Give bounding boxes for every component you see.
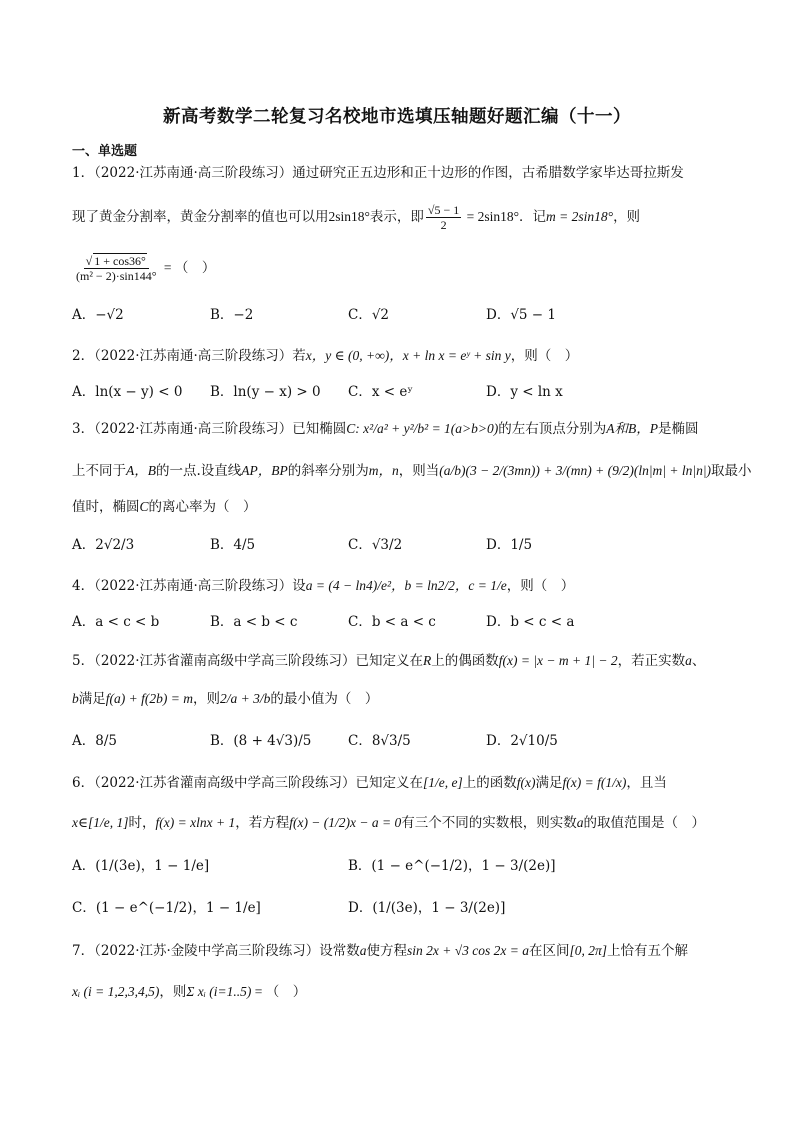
question-7-line-2: xᵢ (i = 1,2,3,4,5)，则Σ xᵢ (i=1..5) = （ ） [72, 984, 307, 1000]
question-1-line-3 [72, 254, 215, 283]
q3-option-a: A．2√2/3 [72, 537, 135, 553]
page-title: 新高考数学二轮复习名校地市选填压轴题好题汇编（十一） [163, 107, 631, 127]
q4-option-b: B．a < b < c [210, 614, 298, 630]
q3-option-c: C．√3/2 [348, 537, 403, 553]
q1-option-d: D．√5 − 1 [486, 307, 556, 323]
question-5-line-2: b满足f(a) + f(2b) = m，则2/a + 3/b的最小值为（ ） [72, 691, 379, 707]
q4-definitions: a = (4 − ln4)/e²，b = ln2/2，c = 1/e [305, 578, 507, 593]
q1-golden-fraction: $\frac{√5 - 1}{2}$ [427, 203, 460, 232]
q4-option-a: A．a < c < b [72, 614, 160, 630]
q1-expr: = 2sin18° [463, 209, 520, 224]
q3-option-d: D．1/5 [486, 537, 533, 553]
q1-expr: m = 2sin18° [546, 209, 614, 224]
q1-text: ，则 [613, 209, 641, 225]
q1-expr: 2sin18° [328, 209, 370, 224]
q4-option-c: C．b < a < c [348, 614, 436, 630]
q5-option-c: C．8√3/5 [348, 733, 411, 749]
q6-option-a: A．(1/(3e)，1 − 1/e] [72, 858, 210, 874]
q1-option-a: A．−√2 [72, 307, 124, 323]
question-3-line-2: 上不同于A，B的一点.设直线AP，BP的斜率分别为m，n，则当(a/b)(3 − 2/(3mn)) + 3/(mn) + (9/2)(ln|m| + ln|n|)取最小 [72, 463, 752, 479]
q6-symmetry: f(x) = f(1/x) [562, 775, 627, 790]
q6-option-c: C．(1 − e^(−1/2)，1 − 1/e] [72, 900, 261, 916]
q6-option-b: B．(1 − e^(−1/2)，1 − 3/(2e)] [348, 858, 556, 874]
q5-function: f(x) = |x − m + 1| − 2 [498, 653, 618, 668]
question-3-line-3: 值时，椭圆C的离心率为（ ） [72, 499, 257, 515]
q1-option-c: C．√2 [348, 307, 390, 323]
q3-expression: (a/b)(3 − 2/(3mn)) + 3/(mn) + (9/2)(ln|m| + ln|n|) [439, 463, 712, 478]
q1-option-b: B．−2 [210, 307, 254, 323]
q6-equation: f(x) − (1/2)x − a = 0 [289, 815, 402, 830]
question-6-line-1: 6．（2022·江苏省灌南高级中学高三阶段练习）已知定义在[1/e, e]上的函数f(x)满足f(x) = f(1/x)，且当 [72, 775, 667, 791]
question-6-line-2: x∈[1/e, 1]时，f(x) = xlnx + 1，若方程f(x) − (1/2)x − a = 0有三个不同的实数根，则实数a的取值范围是（ ） [72, 815, 706, 831]
q2-expr: x，y ∈ (0, +∞)，x + ln x = eʸ + sin y [305, 348, 511, 363]
question-5-line-1: 5．（2022·江苏省灌南高级中学高三阶段练习）已知定义在R上的偶函数f(x) = |x − m + 1| − 2，若正实数a、 [72, 653, 706, 669]
question-3-line-1: 3．（2022·江苏南通·高三阶段练习）已知椭圆C: x²/a² + y²/b² = 1(a>b>0)的左右顶点分别为A和B，P是椭圆 [72, 421, 699, 437]
q2-option-b: B．ln(y − x) > 0 [210, 384, 321, 400]
question-4-line-1: 4．（2022·江苏南通·高三阶段练习）设a = (4 − ln4)/e²，b = ln2/2，c = 1/e，则（ ） [72, 578, 575, 594]
q1-main-fraction: √ $\frac{1 + \cos 36^\circ}{\text{(m² − 2)·sin144°}}$ [74, 254, 159, 283]
question-7-line-1: 7．（2022·江苏·金陵中学高三阶段练习）设常数a使方程sin 2x + √3 cos 2x = a在区间[0, 2π]上恰有五个解 [72, 943, 689, 959]
q5-option-b: B．(8 + 4√3)/5 [210, 733, 312, 749]
question-1-line-2 [72, 203, 640, 232]
question-1-line-1: 1．（2022·江苏南通·高三阶段练习）通过研究正五边形和正十边形的作图，古希腊数学家毕达哥拉斯发 [72, 165, 684, 181]
question-2-line-1: 2．（2022·江苏南通·高三阶段练习）若x，y ∈ (0, +∞)，x + ln x = eʸ + sin y，则（ ） [72, 348, 579, 364]
q2-option-c: C．x < eʸ [348, 384, 414, 400]
q7-sum: Σ xᵢ (i=1..5) [186, 984, 252, 999]
q2-option-d: D．y < ln x [486, 384, 563, 400]
q1-answer-blank: = （ ） [160, 260, 216, 275]
q5-option-a: A．8/5 [72, 733, 117, 749]
q6-option-d: D．(1/(3e)，1 − 3/(2e)] [348, 900, 506, 916]
q1-text: 现了黄金分割率，黄金分割率的值也可以用 [72, 209, 329, 225]
section-heading: 一、单选题 [72, 144, 138, 159]
q3-option-b: B．4/5 [210, 537, 256, 553]
q7-equation: sin 2x + √3 cos 2x = a [407, 943, 530, 958]
q5-option-d: D．2√10/5 [486, 733, 558, 749]
q1-text: ．记 [519, 209, 547, 225]
q4-option-d: D．b < c < a [486, 614, 575, 630]
q1-text: 表示，即 [369, 209, 424, 225]
q3-ellipse-eq: C: x²/a² + y²/b² = 1(a>b>0) [346, 421, 499, 436]
q5-target: 2/a + 3/b [219, 691, 271, 706]
q2-option-a: A．ln(x − y) < 0 [72, 384, 183, 400]
